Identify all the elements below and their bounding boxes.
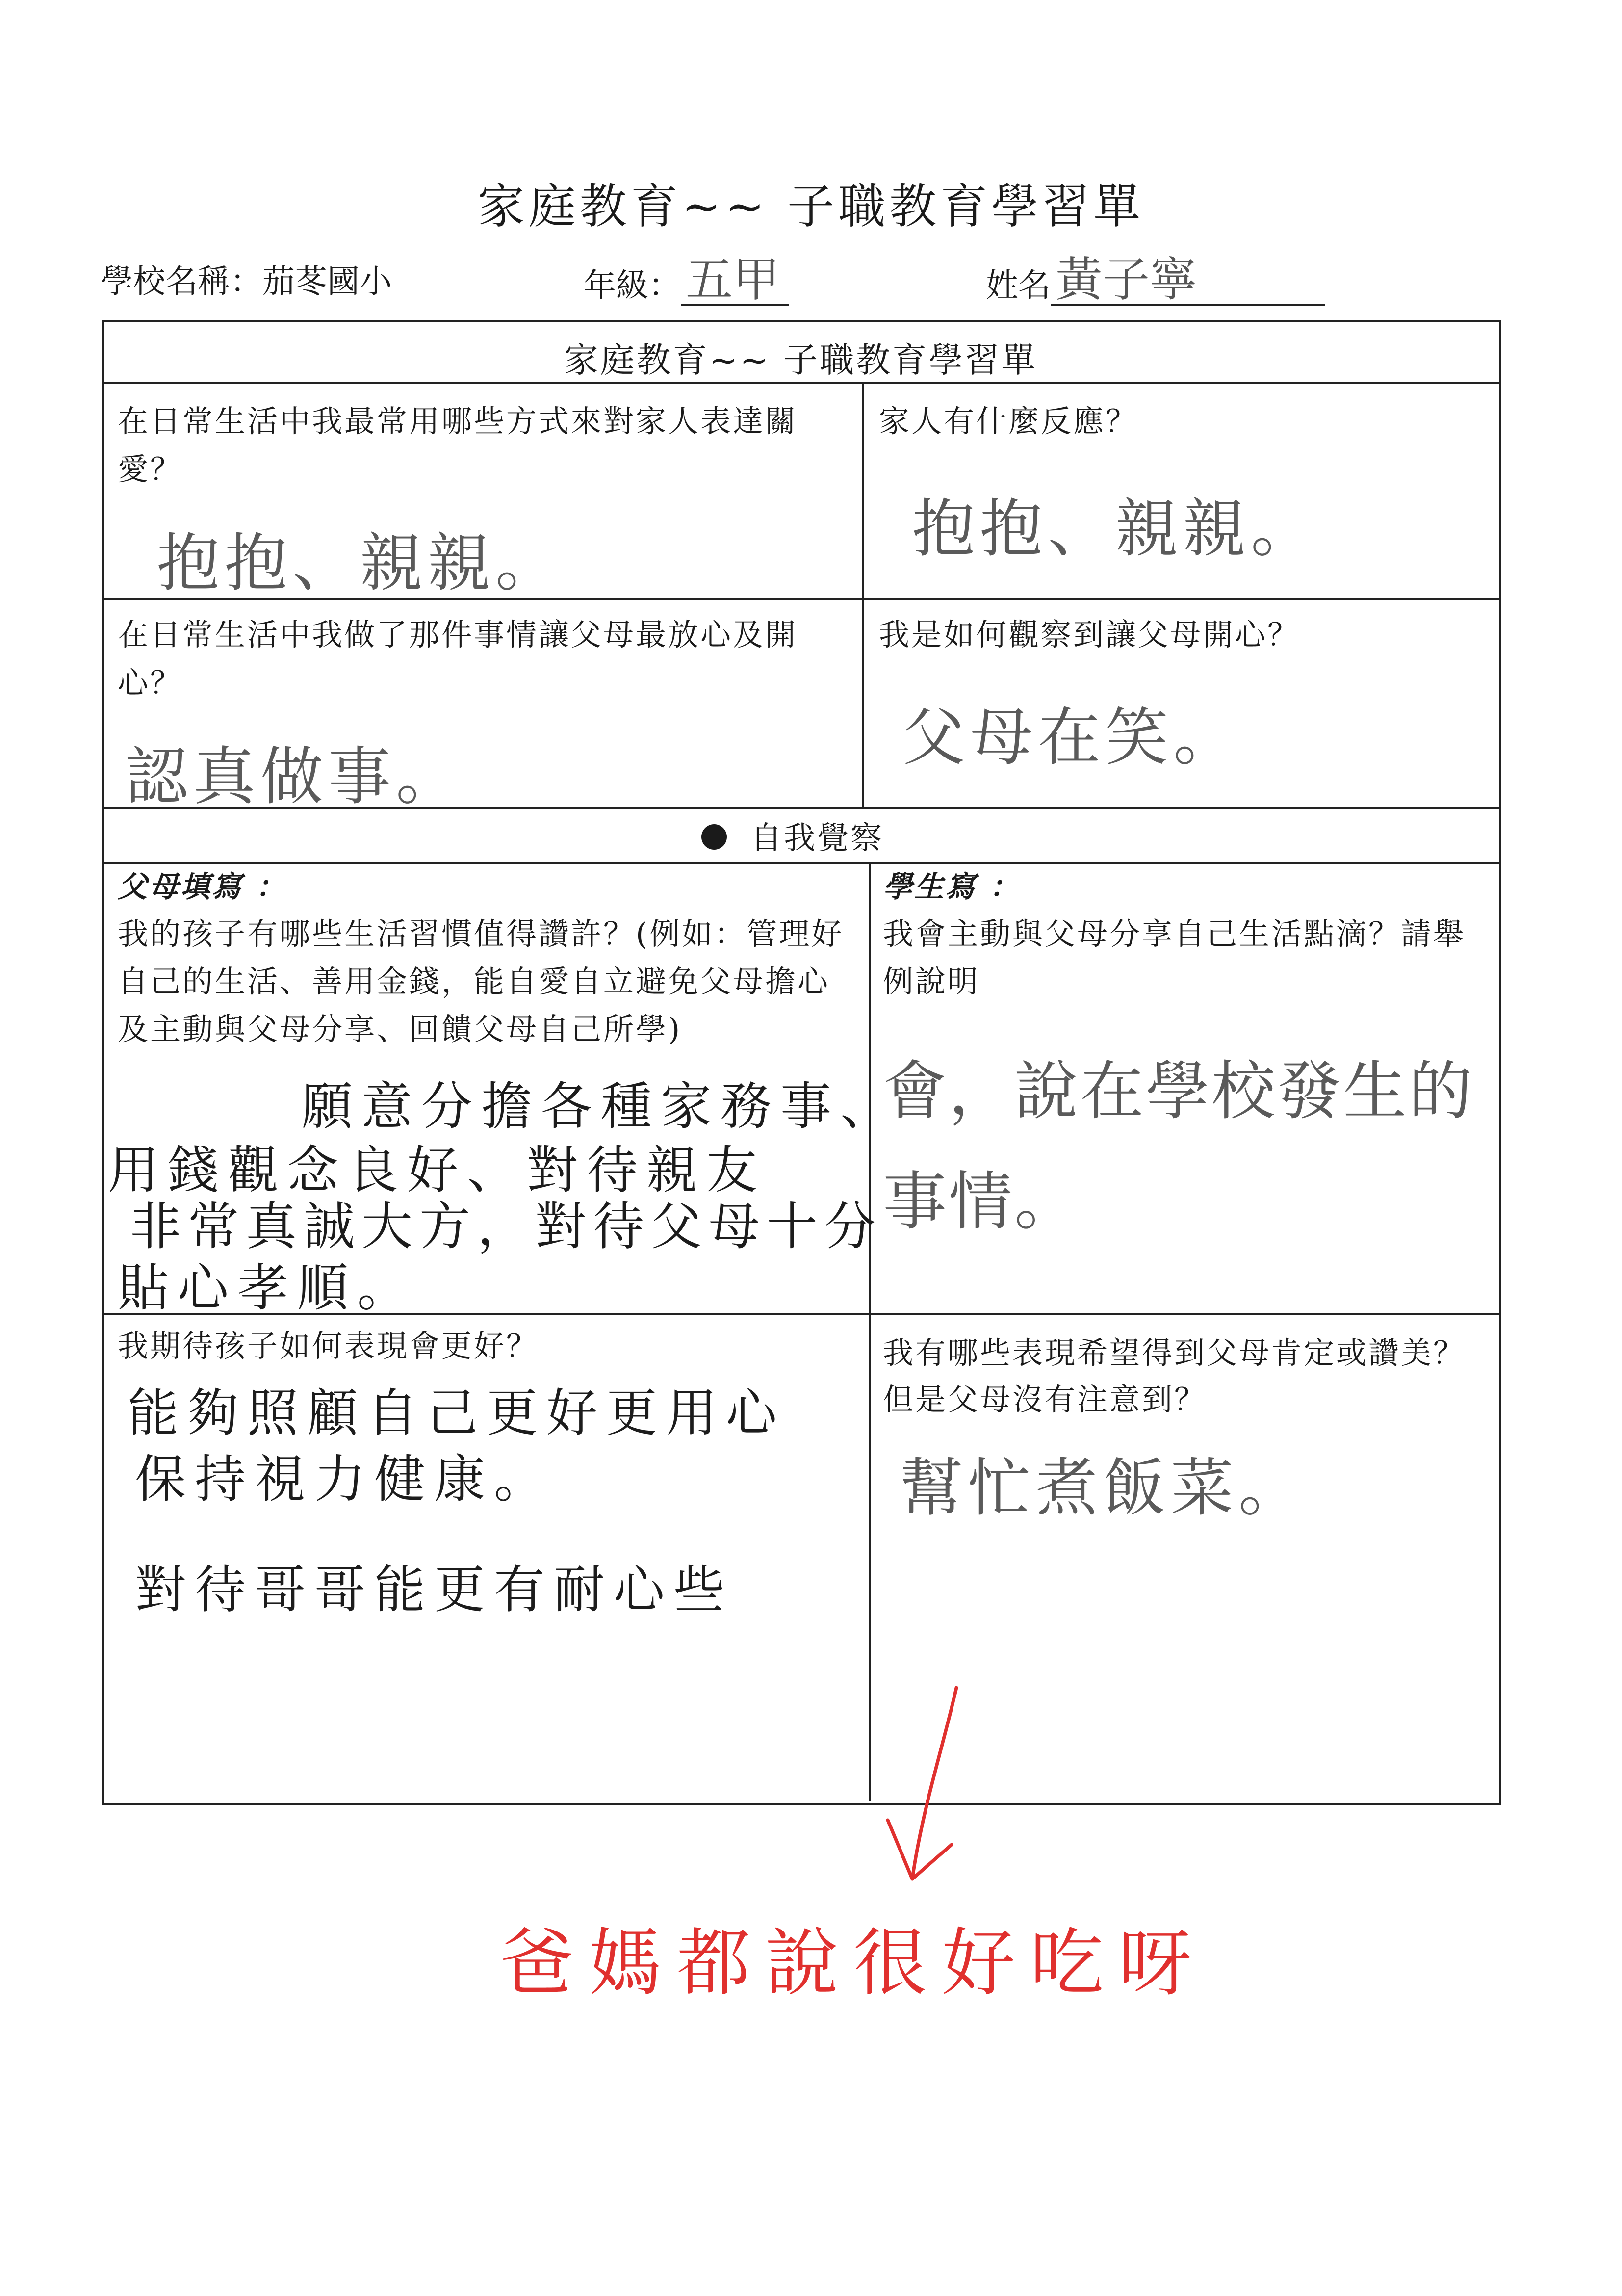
school-field (101, 255, 392, 302)
bullet-icon (701, 824, 727, 850)
section-self-awareness: 自我覺察 (750, 820, 884, 857)
grade-label: 年級： (584, 266, 681, 304)
student-hope-answer: 幫忙煮飯菜。 (900, 1452, 1307, 1525)
grade-value: 五甲 (681, 255, 789, 306)
parent-expectation-line: 對待哥哥能更有耐心些 (135, 1560, 734, 1619)
parent-answer-line: 願意分擔各種家務事、 (302, 1076, 901, 1136)
student-answer-line: 事情。 (883, 1164, 1081, 1239)
page-title: 家庭教育~~ 子職教育學習單 (477, 179, 1145, 234)
table-divider (869, 862, 871, 1801)
answer-express-love: 抱抱、親親。 (157, 527, 564, 600)
student-heading: 學生寫 ： (883, 870, 1021, 904)
question-express-love: 在日常生活中我最常用哪些方式來對家人表達關愛？ (118, 403, 798, 487)
question-family-reaction: 家人有什麼反應？ (879, 403, 1138, 439)
parent-expectation-question: 我期待孩子如何表現會更好？ (118, 1328, 539, 1364)
table-title: 家庭教育~~ 子職教育學習單 (564, 340, 1038, 380)
parent-heading: 父母填寫 ： (118, 870, 287, 904)
parent-expectation-line: 能夠照顧自己更好更用心 (128, 1383, 786, 1443)
student-hope-question: 我有哪些表現希望得到父母肯定或讚美？但是父母沒有注意到？ (883, 1335, 1466, 1417)
grade-field (584, 252, 789, 307)
table-divider (862, 382, 864, 809)
name-label: 姓名 (986, 266, 1051, 304)
name-value: 黃子寧 (1051, 255, 1325, 306)
red-arrow-icon (873, 1683, 981, 1894)
parent-answer-line: 非常真誠大方，對待父母十分 (130, 1197, 883, 1256)
parent-question: 我的孩子有哪些生活習慣值得讚許？(例如：管理好自己的生活、善用金錢，能自愛自立避免父母擔心及主動與父母分享、回饋父母自己所學) (118, 916, 844, 1047)
answer-reassure-parents: 認真做事。 (125, 740, 464, 813)
answer-family-reaction: 抱抱、親親。 (912, 493, 1319, 566)
student-answer-line: 會，說在學校發生的 (883, 1054, 1475, 1128)
table-rule (102, 862, 1499, 864)
question-observe-happiness: 我是如何觀察到讓父母開心？ (879, 617, 1300, 652)
answer-observe-happiness: 父母在笑。 (902, 701, 1241, 774)
parent-answer-line: 用錢觀念良好、對待親友 (108, 1140, 767, 1200)
school-label: 學校名稱：茄苳國小 (101, 262, 392, 300)
student-question: 我會主動與父母分享自己生活點滴？請舉例說明 (883, 916, 1466, 999)
teacher-comment: 爸媽都說很好吃呀 (500, 1921, 1207, 2006)
parent-answer-line: 貼心孝順。 (118, 1258, 417, 1318)
question-reassure-parents: 在日常生活中我做了那件事情讓父母最放心及開心？ (118, 617, 798, 701)
name-field (986, 252, 1325, 307)
parent-expectation-line: 保持視力健康。 (135, 1449, 554, 1509)
